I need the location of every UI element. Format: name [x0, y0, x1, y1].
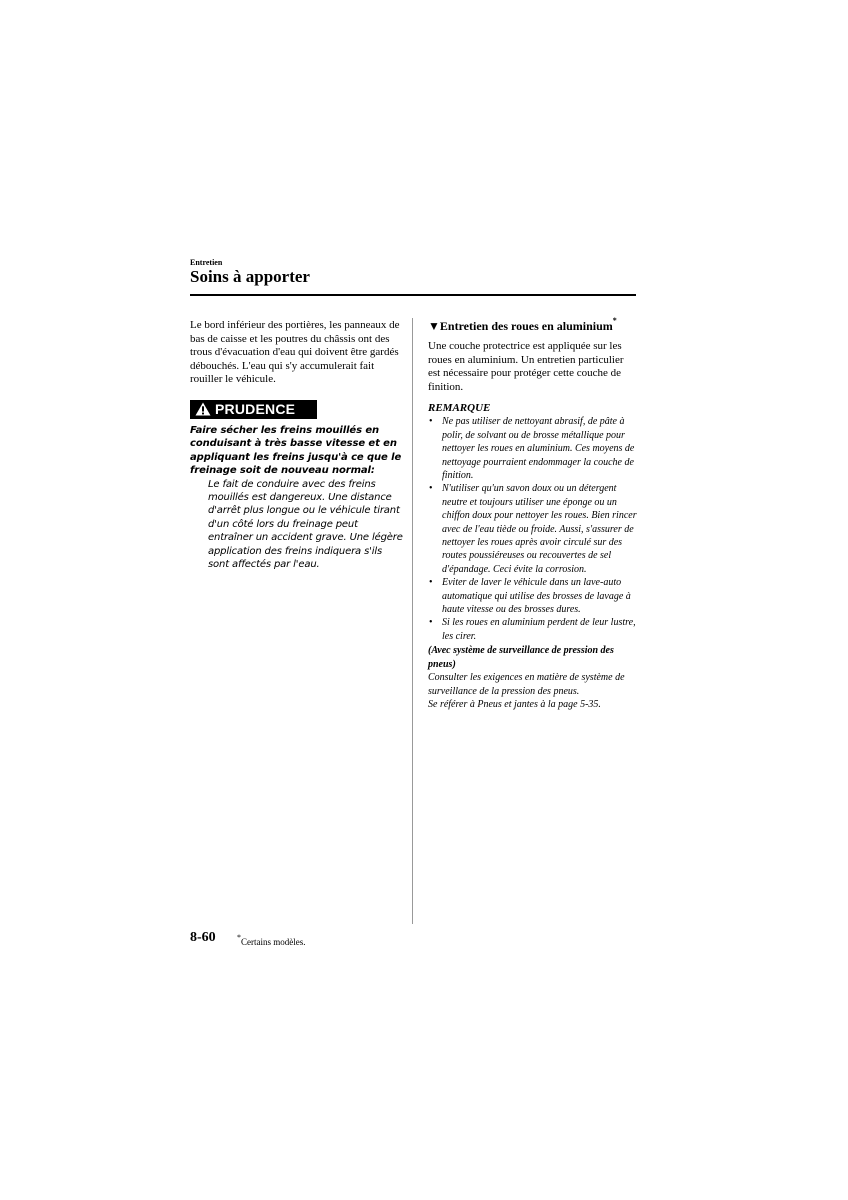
heading-text: Entretien des roues en aluminium [439, 319, 613, 333]
left-column [190, 319, 404, 571]
asterisk-marker: * [237, 933, 241, 942]
triangle-down-icon: ▼ [428, 319, 440, 333]
note-item: • Eviter de laver le véhicule dans un lave-auto automatique qui utilise des brosses de lavage à haute vitesse ou des brosses dures. [428, 576, 638, 616]
tpms-heading: (Avec système de surveillance de pression des pneus) [428, 645, 614, 670]
caution-heading: Faire sécher les freins mouillés en conduisant à très basse vitesse et en appliquant les freins jusqu'à ce que le freinage soit de nouveau normal: [190, 424, 402, 477]
page-title: Soins à apporter [190, 267, 310, 286]
column-divider [412, 318, 413, 924]
tpms-text: Consulter les exigences en matière de système de surveillance de la pression des pneus. [428, 672, 625, 697]
footnote-text: Certains modèles. [241, 937, 306, 947]
aluminum-wheels-intro: Une couche protectrice est appliquée sur les roues en aluminium. Un entretien particulier est nécessaire pour protéger cette couche de finition. [428, 340, 624, 393]
note-list [428, 415, 638, 643]
caution-body: Le fait de conduire avec des freins mouillés est dangereux. Une distance d'arrêt plus longue ou le véhicule tirant d'un côté lors du freinage peut entraîner un accident grave. Une légère application des freins indiquera s'ils sont affectés par l'eau. [208, 478, 403, 571]
note-item: • Si les roues en aluminium perdent de leur lustre, les cirer. [428, 616, 638, 643]
tpms-reference: Se référer à Pneus et jantes à la page 5-35. [428, 698, 601, 710]
page-number: 8-60 [190, 930, 216, 945]
footnote [237, 934, 306, 947]
section-label: Entretien [190, 258, 223, 267]
warning-triangle-icon [195, 402, 211, 416]
right-column [428, 318, 638, 711]
aluminum-wheels-heading [428, 318, 638, 334]
caution-banner [190, 400, 317, 419]
note-title: REMARQUE [428, 402, 491, 415]
note-item: • N'utiliser qu'un savon doux ou un détergent neutre et toujours utiliser une éponge ou un chiffon doux pour nettoyer les roues. Bien rincer avec de l'eau tiède ou froide. Aussi, s'assurer de nettoyer les roues après avoir circulé sur des routes poussiéreuses ou recouvertes de sel d'épandage. Ceci évite la corrosion. [428, 482, 638, 576]
title-rule [190, 294, 636, 296]
asterisk-marker: * [612, 316, 617, 325]
caution-label: PRUDENCE [215, 401, 296, 418]
drain-holes-paragraph: Le bord inférieur des portières, les panneaux de bas de caisse et les poutres du châssis ont des trous d'évacuation d'eau qui doivent être gardés débouchés. L'eau qui s'y accumulerait fait rouiller le véhicule. [190, 319, 400, 386]
note-item: • Ne pas utiliser de nettoyant abrasif, de pâte à polir, de solvant ou de brosse métallique pour nettoyer les roues en aluminium. Ces moyens de nettoyage pourraient endommager la couche de finition. [428, 415, 638, 482]
